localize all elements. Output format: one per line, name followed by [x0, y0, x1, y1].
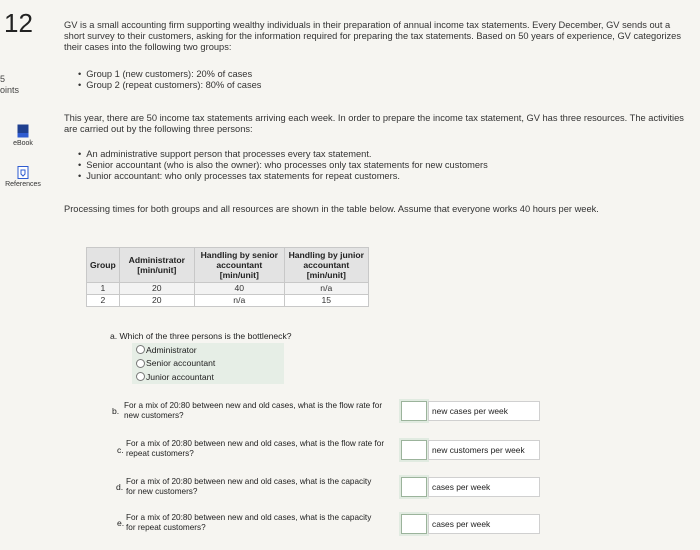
points-text: oints [0, 85, 20, 95]
table-cell: 20 [119, 295, 194, 307]
column-header: Handling by senior accountant [min/unit] [194, 248, 284, 283]
part-d-letter: d. [116, 482, 124, 492]
intro-paragraph: GV is a small accounting firm supporting wealthy individuals in their preparation of annual income tax statements. Every December, GV sends out a short survey to their customers, asking for the information required for preparing the tax statements. Based on 50 years of experience, GV categorizes their cases into the following two groups: [64, 20, 682, 52]
new-flow-rate-input[interactable] [401, 401, 427, 421]
bottleneck-options [132, 343, 284, 384]
table-cell: 20 [119, 283, 194, 295]
column-header: Group [87, 248, 120, 283]
table-cell: 15 [284, 295, 368, 307]
radio-button[interactable] [136, 345, 145, 354]
list-item: • Group 2 (repeat customers): 80% of cases [78, 80, 261, 91]
references-icon [17, 166, 29, 179]
part-b-letter: b. [112, 406, 120, 416]
ebook-label: eBook [13, 140, 33, 147]
groups-list [78, 69, 261, 91]
radio-button[interactable] [136, 359, 145, 368]
table-cell: 40 [194, 283, 284, 295]
part-c-letter: c. [117, 445, 124, 455]
table-row [87, 295, 369, 307]
radio-button[interactable] [136, 372, 145, 381]
references-button[interactable] [0, 166, 46, 188]
question-number: 12 [4, 8, 33, 38]
table-cell: n/a [284, 283, 368, 295]
option-label: Administrator [146, 344, 197, 355]
list-item: • An administrative support person that processes every tax statement. [78, 149, 488, 160]
references-label: References [5, 181, 41, 188]
part-e-question: For a mix of 20:80 between new and old cases, what is the capacity for repeat customers? [126, 513, 372, 532]
ebook-icon [17, 124, 29, 138]
list-item: • Senior accountant (who is also the owner): who processes only tax statements for new customers [78, 160, 488, 171]
repeat-capacity-input[interactable] [401, 514, 427, 534]
part-b-question: For a mix of 20:80 between new and old cases, what is the flow rate for new customers? [124, 401, 383, 420]
repeat-flow-rate-input[interactable] [401, 440, 427, 460]
unit-label: cases per week [428, 514, 540, 534]
option-junior-accountant[interactable] [132, 370, 284, 384]
table-cell: 1 [87, 283, 120, 295]
column-header: Handling by junior accountant [min/unit] [284, 248, 368, 283]
persons-list [78, 149, 488, 182]
processing-times-table [86, 247, 369, 307]
table-row [87, 283, 369, 295]
part-d-question: For a mix of 20:80 between new and old cases, what is the capacity for new customers? [126, 477, 372, 496]
table-cell: 2 [87, 295, 120, 307]
ebook-button[interactable] [0, 124, 46, 147]
part-e-letter: e. [117, 518, 125, 528]
option-administrator[interactable] [132, 343, 284, 357]
points-label [0, 74, 19, 96]
table-cell: n/a [194, 295, 284, 307]
list-item: • Group 1 (new customers): 20% of cases [78, 69, 261, 80]
unit-label: cases per week [428, 477, 540, 497]
unit-label: new cases per week [428, 401, 540, 421]
processing-paragraph: Processing times for both groups and all resources are shown in the table below. Assume that everyone works 40 hours per week. [64, 204, 599, 214]
resources-paragraph: This year, there are 50 income tax statements arriving each week. In order to prepare the income tax statement, GV has three resources. The activities are carried out by the following three persons: [64, 113, 684, 134]
part-a-question: a. Which of the three persons is the bottleneck? [110, 331, 292, 341]
unit-label: new customers per week [428, 440, 540, 460]
part-c-question: For a mix of 20:80 between new and old cases, what is the flow rate for repeat customers? [126, 439, 385, 458]
table-header-row [87, 248, 369, 283]
new-capacity-input[interactable] [401, 477, 427, 497]
list-item: • Junior accountant: who only processes tax statements for repeat customers. [78, 171, 488, 182]
points-value: 5 [0, 74, 6, 84]
option-label: Senior accountant [146, 358, 216, 369]
option-label: Junior accountant [146, 371, 214, 382]
option-senior-accountant[interactable] [132, 357, 284, 371]
column-header: Administrator [min/unit] [119, 248, 194, 283]
